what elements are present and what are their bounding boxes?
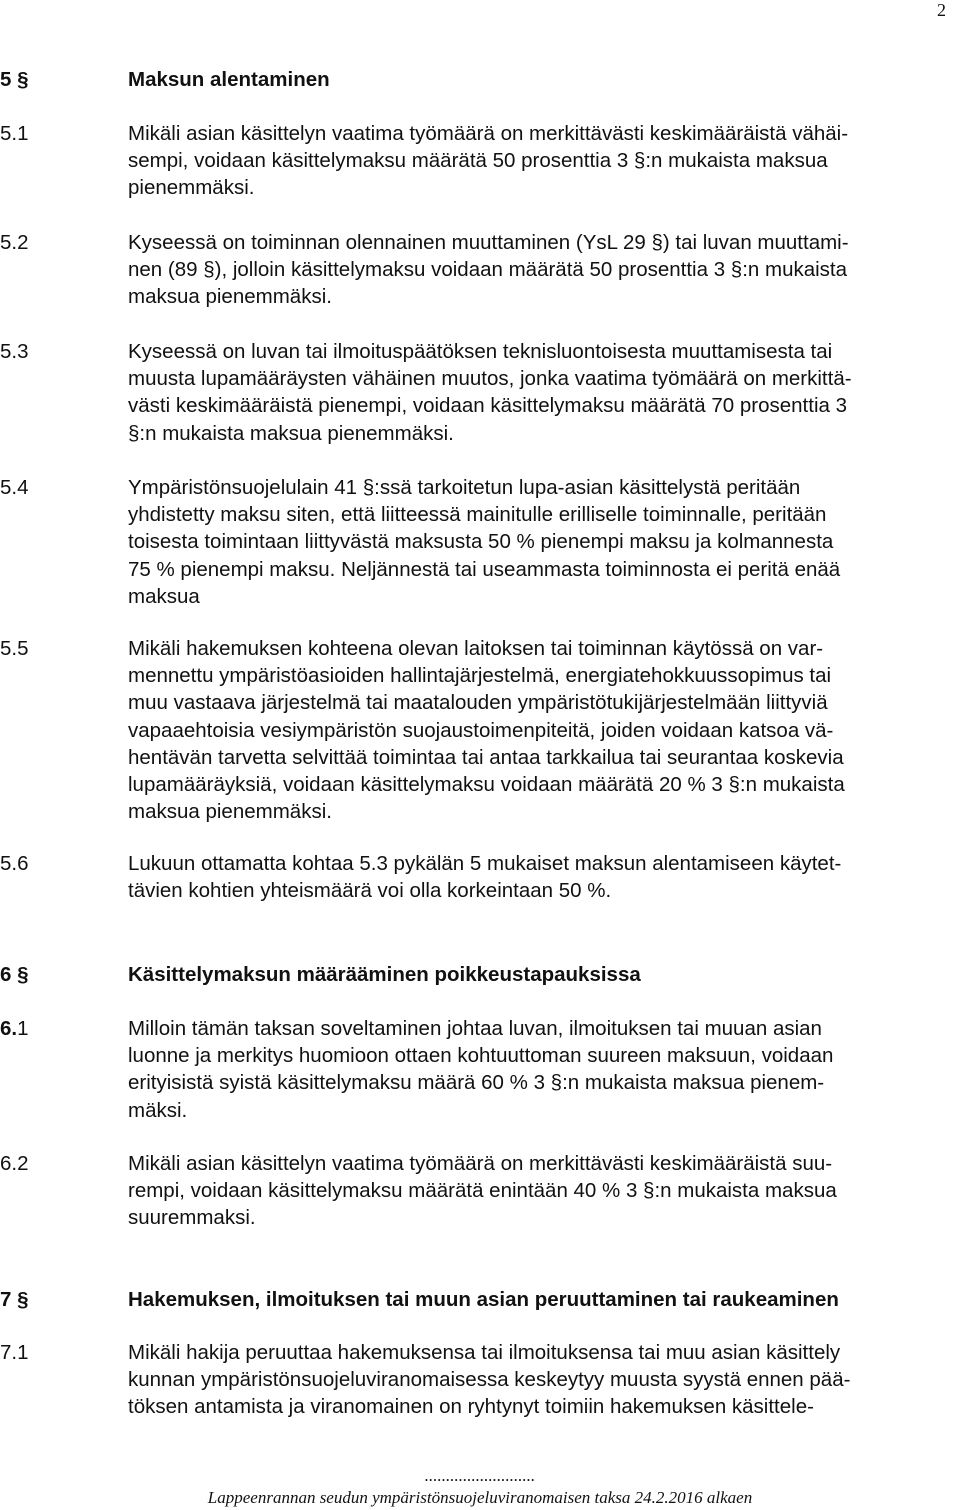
paragraph-text — [128, 850, 954, 904]
section-number: 6 § — [0, 963, 29, 986]
paragraph-text — [128, 1150, 954, 1232]
paragraph-text — [128, 1015, 954, 1124]
text-line: nen (89 §), jolloin käsittelymaksu voidaan määrätä 50 prosenttia 3 §:n mukaista — [128, 258, 848, 282]
text-line: mennettu ympäristöasioiden hallintajärjestelmä, energiatehokkuussopimus tai — [128, 664, 832, 688]
text-line: hentävän tarvetta selvittää toimintaa tai antaa tarkkailua tai seurantaa koskevia — [128, 745, 844, 769]
text-line: lupamääräyksiä, voidaan käsittelymaksu voidaan määrätä 20 % 3 §:n mukaista — [128, 773, 845, 797]
paragraph-number-minor: 1 — [17, 1017, 29, 1040]
section-title: Hakemuksen, ilmoituksen tai muun asian peruuttaminen tai raukeaminen — [128, 1288, 839, 1311]
paragraph-number: 5.6 — [0, 852, 29, 875]
paragraph-number-major: 6. — [0, 1017, 18, 1040]
text-line: pienemmäksi. — [128, 176, 255, 200]
section-number: 5 § — [0, 68, 29, 91]
text-line: luonne ja merkitys huomioon ottaen kohtuuttoman suureen maksuun, voidaan — [128, 1044, 834, 1068]
paragraph-text — [128, 1339, 954, 1421]
text-line: maksua pienemmäksi. — [128, 285, 332, 309]
text-line: sempi, voidaan käsittelymaksu määrätä 50 prosenttia 3 §:n mukaista maksua — [128, 149, 828, 173]
paragraph-number: 6.2 — [0, 1152, 29, 1175]
text-line: suuremmaksi. — [128, 1206, 256, 1230]
text-line: Mikäli asian käsittelyn vaatima työmäärä on merkittävästi keskimääräistä vähäi- — [128, 122, 849, 145]
text-line: vapaaehtoisia vesiympäristön suojaustoimenpiteitä, joiden voidaan katsoa vä- — [128, 718, 834, 742]
text-line: maksua pienemmäksi. — [128, 800, 332, 824]
paragraph-number: 5.3 — [0, 340, 29, 363]
section-number: 7 § — [0, 1288, 29, 1311]
footer-text: Lappeenrannan seudun ympäristönsuojeluviranomaisen taksa 24.2.2016 alkaen — [207, 1488, 753, 1507]
text-line: toisesta toimintaan liittyvästä maksusta 50 % pienempi maksu ja kolmannesta — [128, 530, 834, 554]
text-line: tävien kohtien yhteismäärä voi olla korkeintaan 50 %. — [128, 879, 612, 903]
paragraph-number: 5.5 — [0, 637, 29, 660]
text-line: Milloin tämän taksan soveltaminen johtaa luvan, ilmoituksen tai muuan asian — [128, 1017, 822, 1040]
text-line: yhdistetty maksu siten, että liitteessä mainitulle erilliselle toiminnalle, peritään — [128, 503, 827, 527]
text-line: muusta lupamääräysten vähäinen muutos, jonka vaatima työmäärä on merkittä- — [128, 367, 852, 391]
text-line: erityisistä syistä käsittelymaksu määrä 60 % 3 §:n mukaista maksua pienem- — [128, 1071, 825, 1095]
paragraph-number: 7.1 — [0, 1341, 29, 1364]
text-line: Ympäristönsuojelulain 41 §:ssä tarkoitetun lupa-asian käsittelystä peritään — [128, 476, 801, 499]
page-number: 2 — [937, 0, 946, 20]
paragraph-text — [128, 338, 954, 447]
paragraph-text — [128, 474, 954, 610]
text-line: Lukuun ottamatta kohtaa 5.3 pykälän 5 mukaiset maksun alentamiseen käytet- — [128, 852, 842, 875]
paragraph-number: 5.2 — [0, 231, 29, 254]
text-line: töksen antamista ja viranomainen on ryhtynyt toimiin hakemuksen käsittele- — [128, 1395, 814, 1419]
text-line: mäksi. — [128, 1098, 188, 1122]
text-line: rempi, voidaan käsittelymaksu määrätä enintään 40 % 3 §:n mukaista maksua — [128, 1179, 837, 1203]
paragraph-number: 5.4 — [0, 476, 29, 499]
text-line: västi keskimääräistä pienempi, voidaan käsittelymaksu määrätä 70 prosenttia 3 — [128, 394, 847, 418]
footer-dots: .......................... — [424, 1466, 536, 1485]
text-line: 75 % pienempi maksu. Neljännestä tai useammasta toiminnosta ei peritä enää — [128, 557, 841, 581]
text-line: kunnan ympäristönsuojeluviranomaisessa keskeytyy muusta syystä ennen pää- — [128, 1368, 851, 1392]
section-title: Käsittelymaksun määrääminen poikkeustapauksissa — [128, 963, 641, 986]
text-line: Kyseessä on luvan tai ilmoituspäätöksen teknisluontoisesta muuttamisesta tai — [128, 340, 833, 363]
paragraph-text — [128, 635, 954, 825]
paragraph-number — [0, 1015, 120, 1042]
section-title: Maksun alentaminen — [128, 68, 330, 91]
text-line: muu vastaava järjestelmä tai maatalouden ympäristötukijärjestelmään liittyviä — [128, 691, 828, 715]
text-line: §:n mukaista maksua pienemmäksi. — [128, 421, 454, 445]
text-line: Mikäli hakija peruuttaa hakemuksensa tai ilmoituksensa tai muu asian käsittely — [128, 1341, 841, 1364]
paragraph-number: 5.1 — [0, 122, 29, 145]
text-line: maksua — [128, 584, 200, 608]
paragraph-text — [128, 120, 954, 202]
paragraph-text — [128, 229, 954, 311]
text-line: Mikäli hakemuksen kohteena olevan laitoksen tai toiminnan käytössä on var- — [128, 637, 824, 660]
text-line: Kyseessä on toiminnan olennainen muuttaminen (YsL 29 §) tai luvan muuttami- — [128, 231, 849, 254]
text-line: Mikäli asian käsittelyn vaatima työmäärä on merkittävästi keskimääräistä suu- — [128, 1152, 833, 1175]
